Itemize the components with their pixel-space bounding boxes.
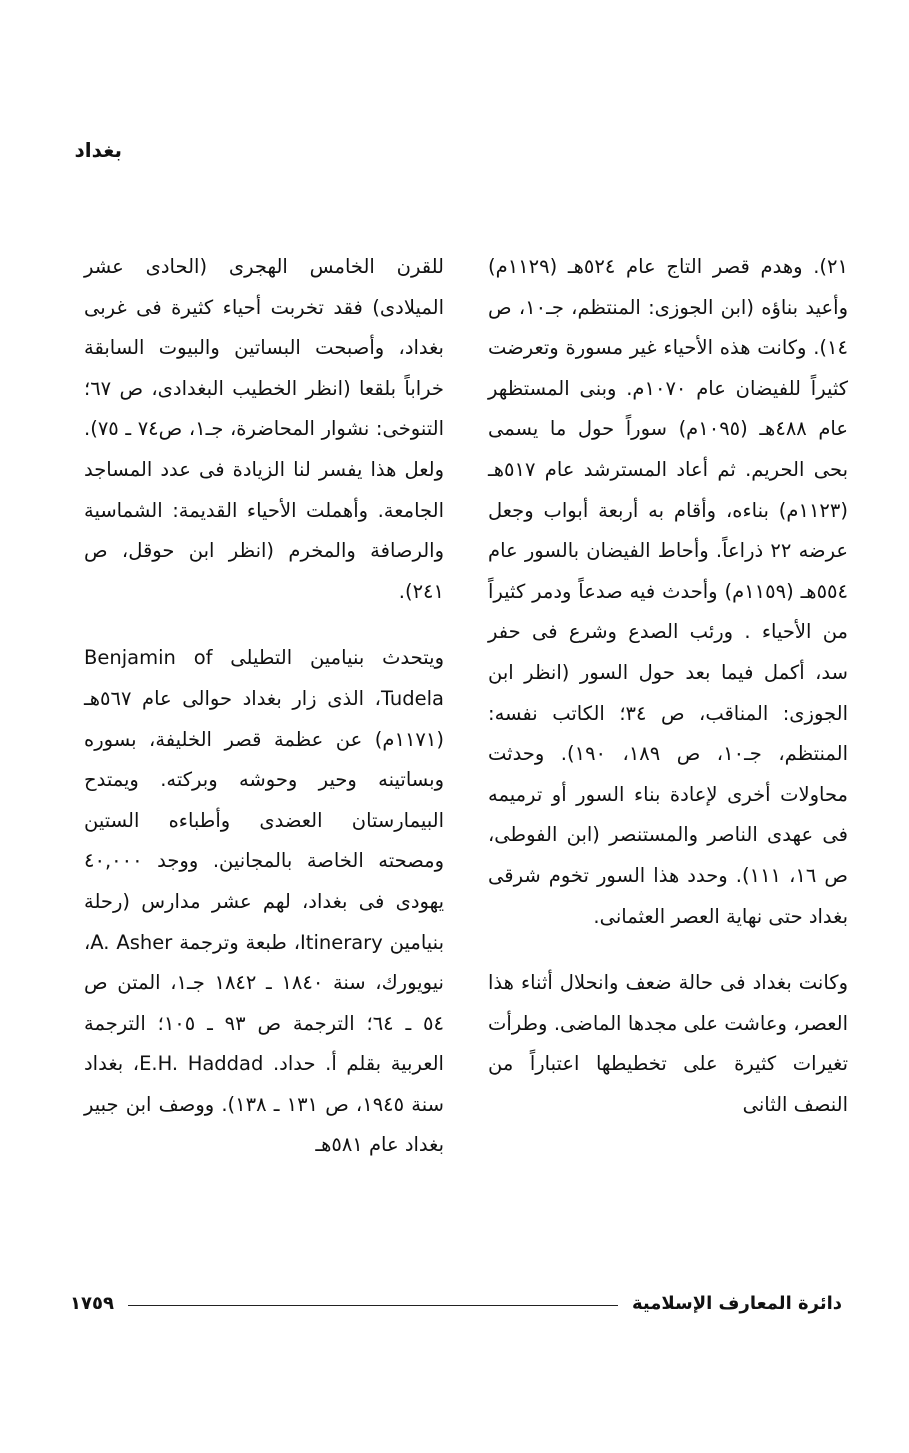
paragraph: للقرن الخامس الهجرى (الحادى عشر الميلادى) فقد تخربت أحياء كثيرة فى غربى بغداد، وأصبحت البساتين والبيوت السابقة خراباً بلقعا (انظر الخطيب البغدادى، ص ٦٧؛ التنوخى: نشوار المحاضرة، جـ١، ص٧٤ ـ ٧٥). ولعل هذا يفسر لنا الزيادة فى عدد المساجد الجامعة. وأهملت الأحياء القديمة: الشماسية والرصافة والمخرم (انظر ابن حوقل، ص ٢٤١).	[84, 255, 444, 603]
text-column-right	[488, 247, 848, 1125]
paragraph: ويتحدث بنيامين التطيلى Benjamin of Tudela، الذى زار بغداد حوالى عام ٥٦٧هـ (١١٧١م) عن عظمة قصر الخليفة، بسوره وبساتينه وحير وحوشه وبركته. ويمتدح البيمارستان العضدى وأطباءه الستين ومصحته الخاصة بالمجانين. ووجد ٤٠,٠٠٠ يهودى فى بغداد، لهم عشر مدارس (رحلة بنيامين Itinerary، طبعة وترجمة A. Asher، نيويورك، سنة ١٨٤٠ ـ ١٨٤٢ جـ١، المتن ص ٥٤ ـ ٦٤؛ الترجمة ص ٩٣ ـ ١٠٥؛ الترجمة العربية بقلم أ. حداد. E.H. Haddad، بغداد سنة ١٩٤٥، ص ١٣١ ـ ١٣٨). ووصف ابن جبير بغداد عام ٥٨١هـ	[84, 646, 444, 1157]
publication-title: دائرة المعارف الإسلامية	[631, 1292, 842, 1314]
page-footer	[70, 1288, 842, 1318]
paragraph: ٢١). وهدم قصر التاج عام ٥٢٤هـ (١١٢٩م) وأعيد بناؤه (ابن الجوزى: المنتظم، جـ١٠، ص ١٤). وكانت هذه الأحياء غير مسورة وتعرضت كثيراً للفيضان عام ١٠٧٠م. وبنى المستظهر عام ٤٨٨هـ (١٠٩٥م) سوراً حول ما يسمى بحى الحريم. ثم أعاد المسترشد عام ٥١٧هـ (١١٢٣م) بناءه، وأقام به أربعة أبواب وجعل عرضه ٢٢ ذراعاً. وأحاط الفيضان بالسور عام ٥٥٤هـ (١١٥٩م) وأحدث فيه صدعاً ودمر كثيراً من الأحياء . ورئب الصدع وشرع فى حفر سد، أكمل فيما بعد حول السور (انظر ابن الجوزى: المناقب، ص ٣٤؛ الكاتب نفسه: المنتظم، جـ١٠، ص ١٨٩، ١٩٠). وحدثت محاولات أخرى لإعادة بناء السور أو ترميمه فى عهدى الناصر والمستنصر (ابن الفوطى، ص ١٦، ١١١). وحدد هذا السور تخوم شرقى بغداد حتى نهاية العصر العثمانى.	[488, 255, 849, 928]
running-head: بغداد	[74, 138, 122, 162]
paragraph: وكانت بغداد فى حالة ضعف وانحلال أثناء هذا العصر، وعاشت على مجدها الماضى. وطرأت تغيرات كثيرة على تخطيطها اعتباراً من النصف الثانى	[488, 971, 848, 1116]
page-number: ١٧٥٩	[70, 1292, 114, 1314]
footer-rule	[128, 1305, 618, 1306]
text-column-left	[84, 247, 444, 1166]
